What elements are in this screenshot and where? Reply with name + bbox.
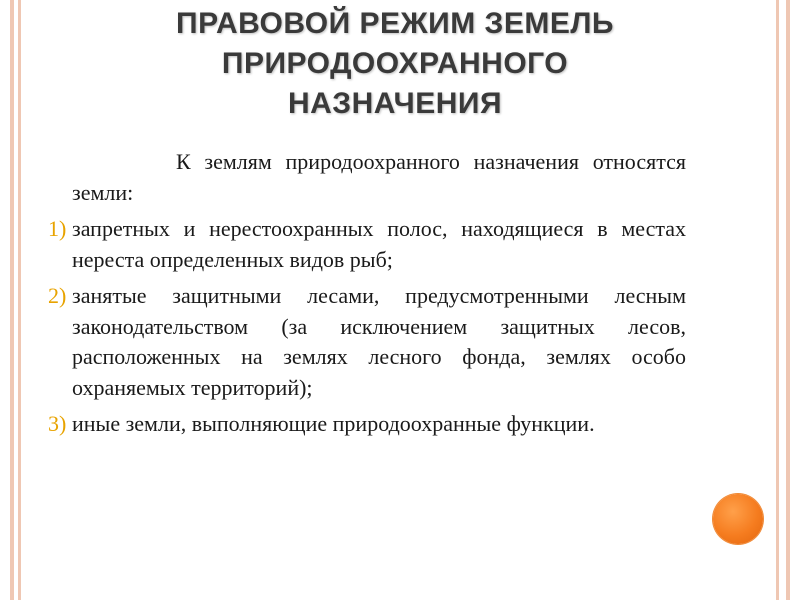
- intro-paragraph: К землям природоохранного назначения относятся земли:: [72, 149, 686, 205]
- list-item-number: 3): [48, 411, 67, 436]
- slide-title: [60, 4, 730, 124]
- list-item: [48, 281, 686, 403]
- list-item: [48, 409, 686, 440]
- frame-line-left-inner: [18, 0, 21, 600]
- slide-body: [48, 147, 686, 446]
- list-item-text: запретных и нерестоохранных полос, находящиеся в местах нереста определенных видов рыб;: [72, 216, 686, 272]
- list-item-text: иные земли, выполняющие природоохранные функции.: [72, 411, 595, 436]
- list-item-number: 1): [48, 216, 67, 241]
- list-item: [48, 214, 686, 275]
- slide-title-line-1: ПРАВОВОЙ РЕЖИМ ЗЕМЕЛЬ: [176, 7, 614, 40]
- frame-line-right-outer: [786, 0, 790, 600]
- orange-circle-decoration: [713, 494, 763, 544]
- slide-title-line-2: ПРИРОДООХРАННОГО: [221, 47, 569, 80]
- list-item-text: занятые защитными лесами, предусмотренными лесным законодательством (за исключением защитных лесов, расположенных на землях лесного фонда, землях особо охраняемых территорий);: [72, 283, 686, 400]
- list-item-number: 2): [48, 283, 67, 308]
- frame-line-right-inner: [776, 0, 779, 600]
- frame-line-left-outer: [10, 0, 14, 600]
- slide-title-line-3: НАЗНАЧЕНИЯ: [287, 87, 503, 120]
